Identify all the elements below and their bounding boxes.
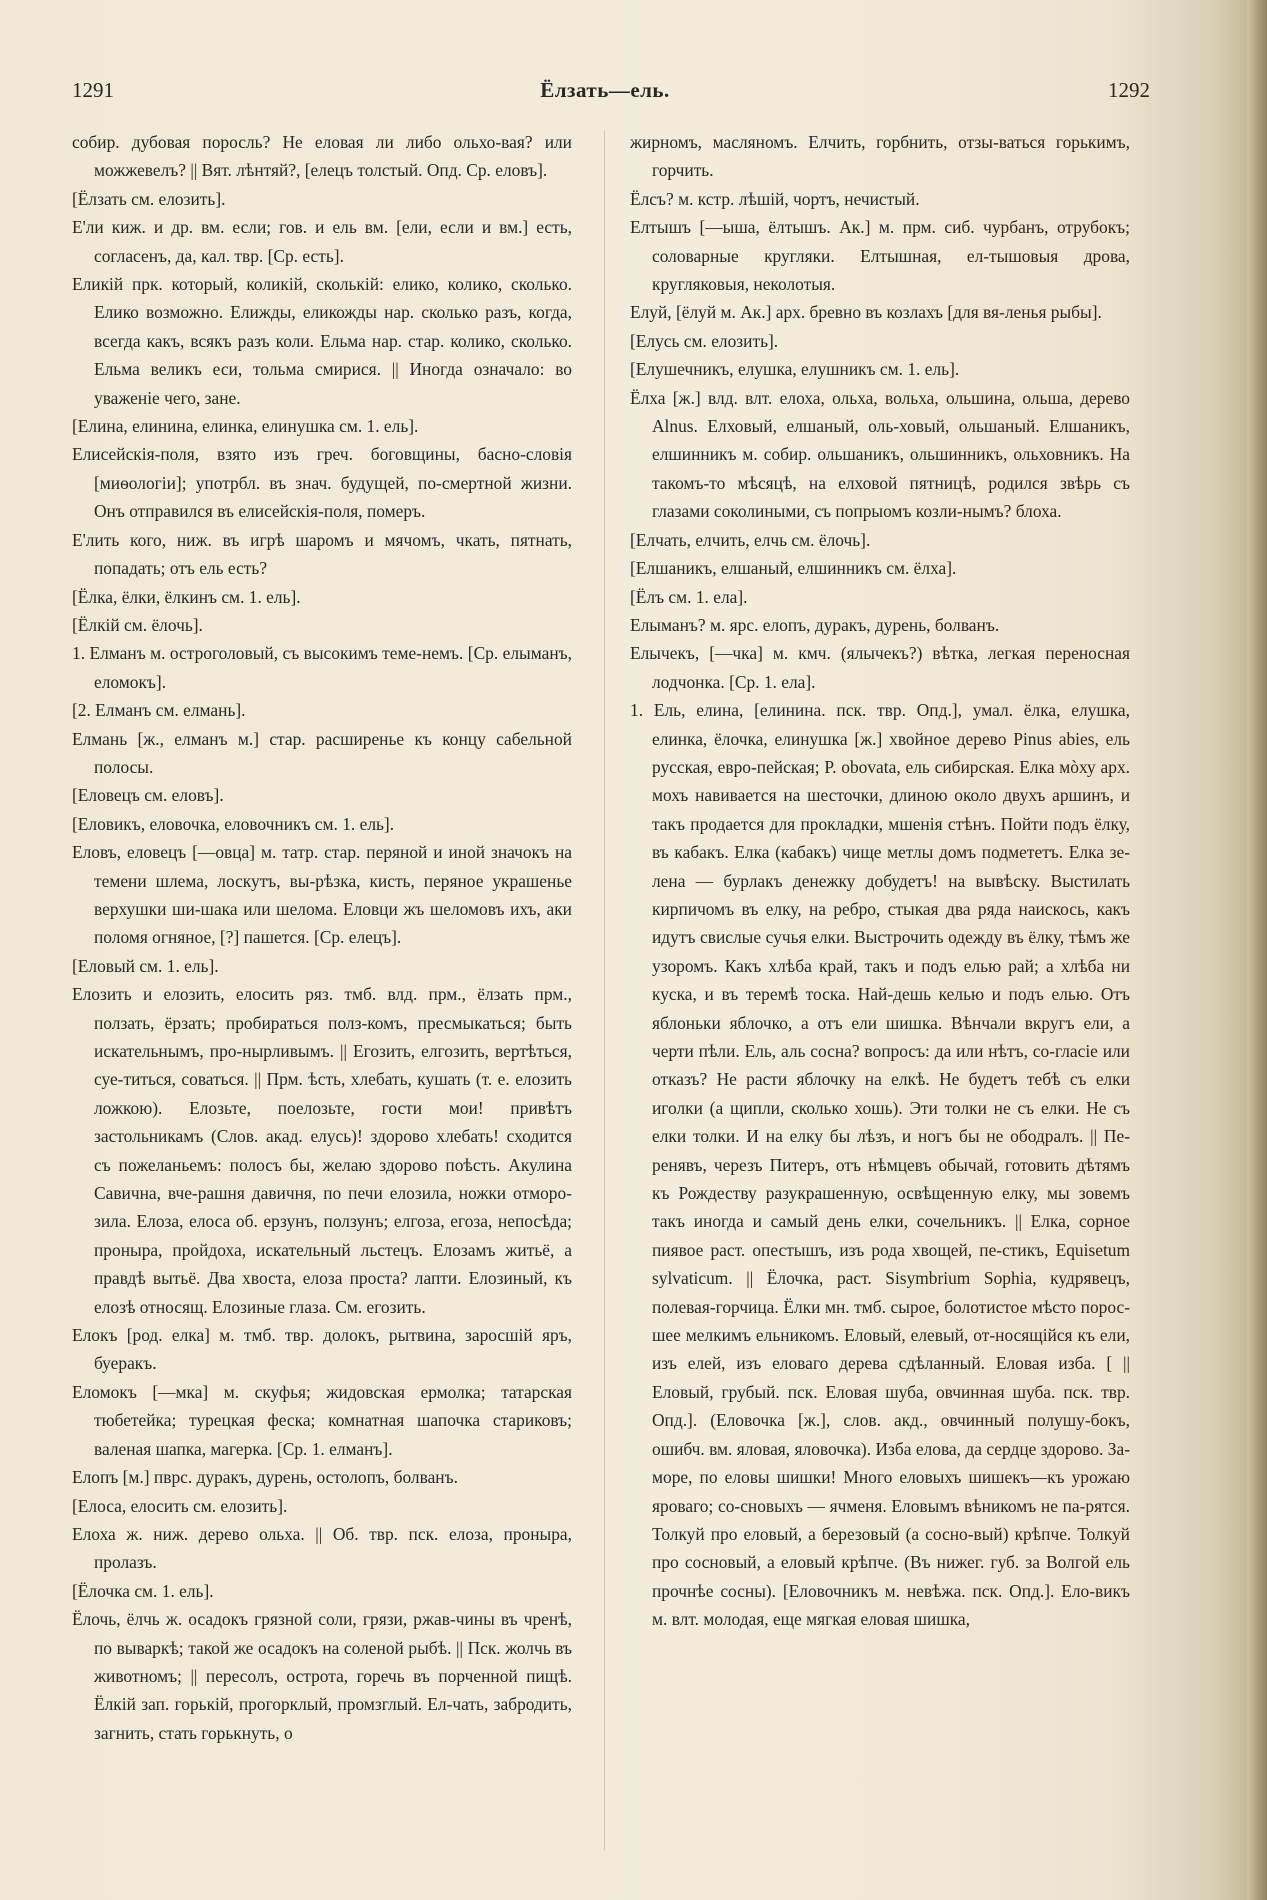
- entry: [Еловый см. 1. ель].: [72, 955, 219, 976]
- entry: [Елшаникъ, елшаный, елшинникъ см. ёлха].: [630, 558, 957, 579]
- entry: Елисейскія-поля, взято изъ греч. боговщины, басно-словія [миѳологіи]; употрбл. въ знач. будущей, по-смертной жизни. Онъ отправился въ елисейскія-поля, померъ.: [72, 444, 572, 522]
- entry: Ёлсъ? м. кстр. лѣшій, чортъ, нечистый.: [630, 188, 920, 209]
- entry: Елмань [ж., елманъ м.] стар. расширенье къ концу сабельной полосы.: [72, 728, 572, 777]
- entry: собир. дубовая поросль? Не еловая ли либо ольхо-вая? или можжевелъ? || Вят. лѣнтяй?, [елецъ толстый. Опд. Ср. еловъ].: [72, 132, 572, 181]
- entry: Елыманъ? м. ярс. елопъ, дуракъ, дурень, болванъ.: [630, 614, 1000, 635]
- entry: [Ёлъ см. 1. ела].: [630, 586, 748, 607]
- entry: 1. Ель, елина, [елинина. пск. твр. Опд.], умал. ёлка, елушка, елинка, ёлочка, елинушка [ж.] хвойное дерево Pinus abies, ель русская, евро-пейская; P. obovata, ель сибирская. Елка мòху арх. мохъ навивается на шесточки, длиною около двухъ аршинъ, и такъ продается для прокладки, мшенія стѣнъ. Пойти подъ ёлку, въ кабакъ. Елка (кабакъ) чище метлы домъ подмететъ. Елка зе-лена — бурлакъ денежку добудетъ! на вывѣску. Выстилать кирпичомъ въ елку, на ребро, стыкая два ряда наискось, какъ идутъ свислые сучья елки. Выстрочить одежду въ ёлку, тѣмъ же узоромъ. Какъ хлѣба край, такъ и подъ елью рай; а хлѣба ни куска, и въ теремѣ тоска. Най-дешь келью и подъ елью. Отъ яблоньки яблочко, а отъ ели шишка. Вѣнчали вкругъ ели, а черти пѣли. Ель, аль сосна? вопросъ: да или нѣтъ, со-гласіе или отказъ? Не расти яблочку на елкѣ. Не будетъ тебѣ съ елки иголки (а щипли, сколько хошь). Эти толки не съ елки. Не съ елки толки. И на елку бы лѣзъ, и ногъ бы не ободралъ. || Пе-ренявъ, черезъ Питеръ, отъ нѣмцевъ обычай, готовить дѣтямъ къ Рождеству разукрашенную, освѣщенную елку, мы зовемъ такъ иногда и самый день елки, сочельникъ. || Елка, сорное пиявое раст. опестышъ, изъ рода хвощей, пе-стикъ, Equisetum sylvaticum. || Ёлочка, раст. Sisymbrium Sophia, кудрявецъ, полевая-горчица. Ёлки мн. тмб. сырое, болотистое мѣсто порос-шее мелкимъ ельникомъ. Еловый, елевый, от-носящійся къ ели, изъ елей, изъ еловаго дерева сдѣланный. Еловая изба. [ || Еловый, грубый. пск. Еловая шуба, овчинная шуба. пск. твр. Опд.]. (Еловочка [ж.], слов. акд., овчинный полушу-бокъ, ошибч. вм. яловая, яловочка). Изба елова, да сердце здорово. За-море, по еловы шишки! Много еловыхъ шишекъ—къ урожаю яроваго; со-сновыхъ — ячменя. Еловымъ вѣникомъ не па-рятся. Толкуй про еловый, а березовый (а сосно-вый) крѣпче. Толкуй про сосновый, а еловый крѣпче. (Въ нижег. губ. за Волгой ель прочнѣе сосны). [Еловочникъ м. невѣжа. пск. Опд.]. Ело-викъ м. влт. молодая, еще мягкая еловая шишка,: [630, 700, 1130, 1630]
- entry: Елозить и елозить, елосить ряз. тмб. влд. прм., ёлзать прм., ползать, ёрзать; пробираться полз-комъ, пресмыкаться; быть искательнымъ, про-нырливымъ. || Егозить, елгозить, вертѣться, суе-титься, соваться. || Прм. ѣсть, хлебать, кушать (т. е. елозить ложкою). Елозьте, поелозьте, гости мои! привѣтъ застольникамъ (Слов. акад. елусь)! здорово хлебать! сходится съ пожеланьемъ: полосъ бы, желаю здорово поѣсть. Акулина Савична, вче-рашня давичня, по печи елозила, ножки отморо-зила. Елоза, елоса об. ерзунъ, ползунъ; елгоза, егоза, непосѣда; проныра, пройдоха, искательный льстецъ. Елозамъ житьё, а правдѣ вытьё. Два хвоста, елоза проста? лапти. Елозиный, къ елозѣ относящ. Елозиные глаза. См. егозить.: [72, 984, 572, 1317]
- page-number-left: 1291: [72, 78, 114, 102]
- page-number-right: 1292: [1108, 78, 1150, 102]
- entry: Еломокъ [—мка] м. скуфья; жидовская ермолка; татарская тюбетейка; турецкая феска; комнатная шапочка стариковъ; валеная шапка, магерка. [Ср. 1. елманъ].: [72, 1381, 572, 1459]
- entry: [Елусь см. елозить].: [630, 330, 779, 351]
- entry: Елычекъ, [—чка] м. кмч. (ялычекъ?) вѣтка, легкая переносная лодчонка. [Ср. 1. ела].: [630, 643, 1130, 692]
- entry: Елопъ [м.] пврс. дуракъ, дурень, остолопъ, болванъ.: [72, 1467, 458, 1488]
- entry: [Елоса, елосить см. елозить].: [72, 1495, 288, 1516]
- entry: [Елушечникъ, елушка, елушникъ см. 1. ель].: [630, 359, 960, 380]
- entry: 1. Елманъ м. остроголовый, съ высокимъ теме-немъ. [Ср. елыманъ, еломокъ].: [72, 643, 572, 692]
- entry: Ёлха [ж.] влд. влт. елоха, ольха, вольха, ольшина, ольша, дерево Alnus. Елховый, елшаный, оль-ховый, ольшаный. Елшаникъ, елшинникъ м. собир. ольшаникъ, ольшинникъ, ольховникъ. На такомъ-то мѣсяцѣ, на елховой пятницѣ, родился звѣрь съ глазами соколиными, съ попрыомъ козли-нымъ? блоха.: [630, 387, 1130, 522]
- entry: [Елчать, елчить, елчь см. ёлочь].: [630, 529, 871, 550]
- entry: [Ёлкій см. ёлочь].: [72, 614, 203, 635]
- entry: [Еловецъ см. еловъ].: [72, 785, 224, 806]
- entry: Е'лить кого, ниж. въ игрѣ шаромъ и мячомъ, чкать, пятнать, попадать; отъ ель есть?: [72, 529, 572, 579]
- entry: Елуй, [ёлуй м. Ак.] арх. бревно въ козлахъ [для вя-ленья рыбы].: [630, 302, 1102, 323]
- entry: Еловъ, еловецъ [—овца] м. татр. стар. перяной и иной значокъ на темени шлема, лоскутъ, вы-рѣзка, кисть, перяное украшенье верхушки ши-шака или шелома. Еловци жъ шеломовъ ихъ, аки поломя огняное, [?] пашется. [Ср. елецъ].: [72, 842, 572, 948]
- entry: [Ёлка, ёлки, ёлкинъ см. 1. ель].: [72, 586, 301, 607]
- entry: [Еловикъ, еловочка, еловочникъ см. 1. ель].: [72, 813, 395, 834]
- entry: Елокъ [род. елка] м. тмб. твр. долокъ, рытвина, заросшій яръ, буеракъ.: [72, 1325, 572, 1374]
- entry: Елоха ж. ниж. дерево ольха. || Об. твр. пск. елоза, проныра, пролазъ.: [72, 1523, 572, 1573]
- entry: [Ёлзать см. елозить].: [72, 188, 226, 209]
- page-header: [60, 78, 1150, 108]
- entry: жирномъ, масляномъ. Елчить, горбнить, отзы-ваться горькимъ, горчить.: [630, 132, 1130, 181]
- entry: [Ёлочка см. 1. ель].: [72, 1580, 214, 1601]
- entry: [2. Елманъ см. елмань].: [72, 700, 246, 721]
- entry: [Елина, елинина, елинка, елинушка см. 1. ель].: [72, 416, 419, 437]
- page-binding-edge: [1247, 0, 1267, 1900]
- entry: Е'ли киж. и др. вм. если; гов. и ель вм. [ели, если и вм.] есть, согласенъ, да, кал. твр. [Ср. есть].: [72, 217, 572, 266]
- column-divider: [604, 130, 605, 1850]
- right-column: [630, 128, 1130, 1868]
- entry: Еликій прк. который, коликій, сколькій: елико, колико, сколько. Елико возможно. Елижды, еликожды нар. сколько разъ, когда, всегда какъ, всякъ разъ коли. Ельма нар. стар. колико, сколько. Ельма великъ еси, тольма смирися. || Иногда означало: во уваженіе чего, зане.: [72, 274, 572, 408]
- left-column: [72, 128, 572, 1868]
- entry: Елтышъ [—ыша, ёлтышъ. Ак.] м. прм. сиб. чурбанъ, отрубокъ; соловарные кругляки. Елтышная, ел-тышовыя дрова, кругляковыя, неколотыя.: [630, 217, 1130, 295]
- running-title: Ёлзать—ель.: [540, 78, 670, 102]
- entry: Ёлочь, ёлчь ж. осадокъ грязной соли, грязи, ржав-чины въ чренѣ, по вываркѣ; такой же осадокъ на соленой рыбѣ. || Пск. жолчь въ животномъ; || пересолъ, острота, горечь въ порченной пищѣ. Ёлкій зап. горькій, прогорклый, промзглый. Ел-чать, забродить, загнить, стать горькнуть, о: [72, 1609, 572, 1743]
